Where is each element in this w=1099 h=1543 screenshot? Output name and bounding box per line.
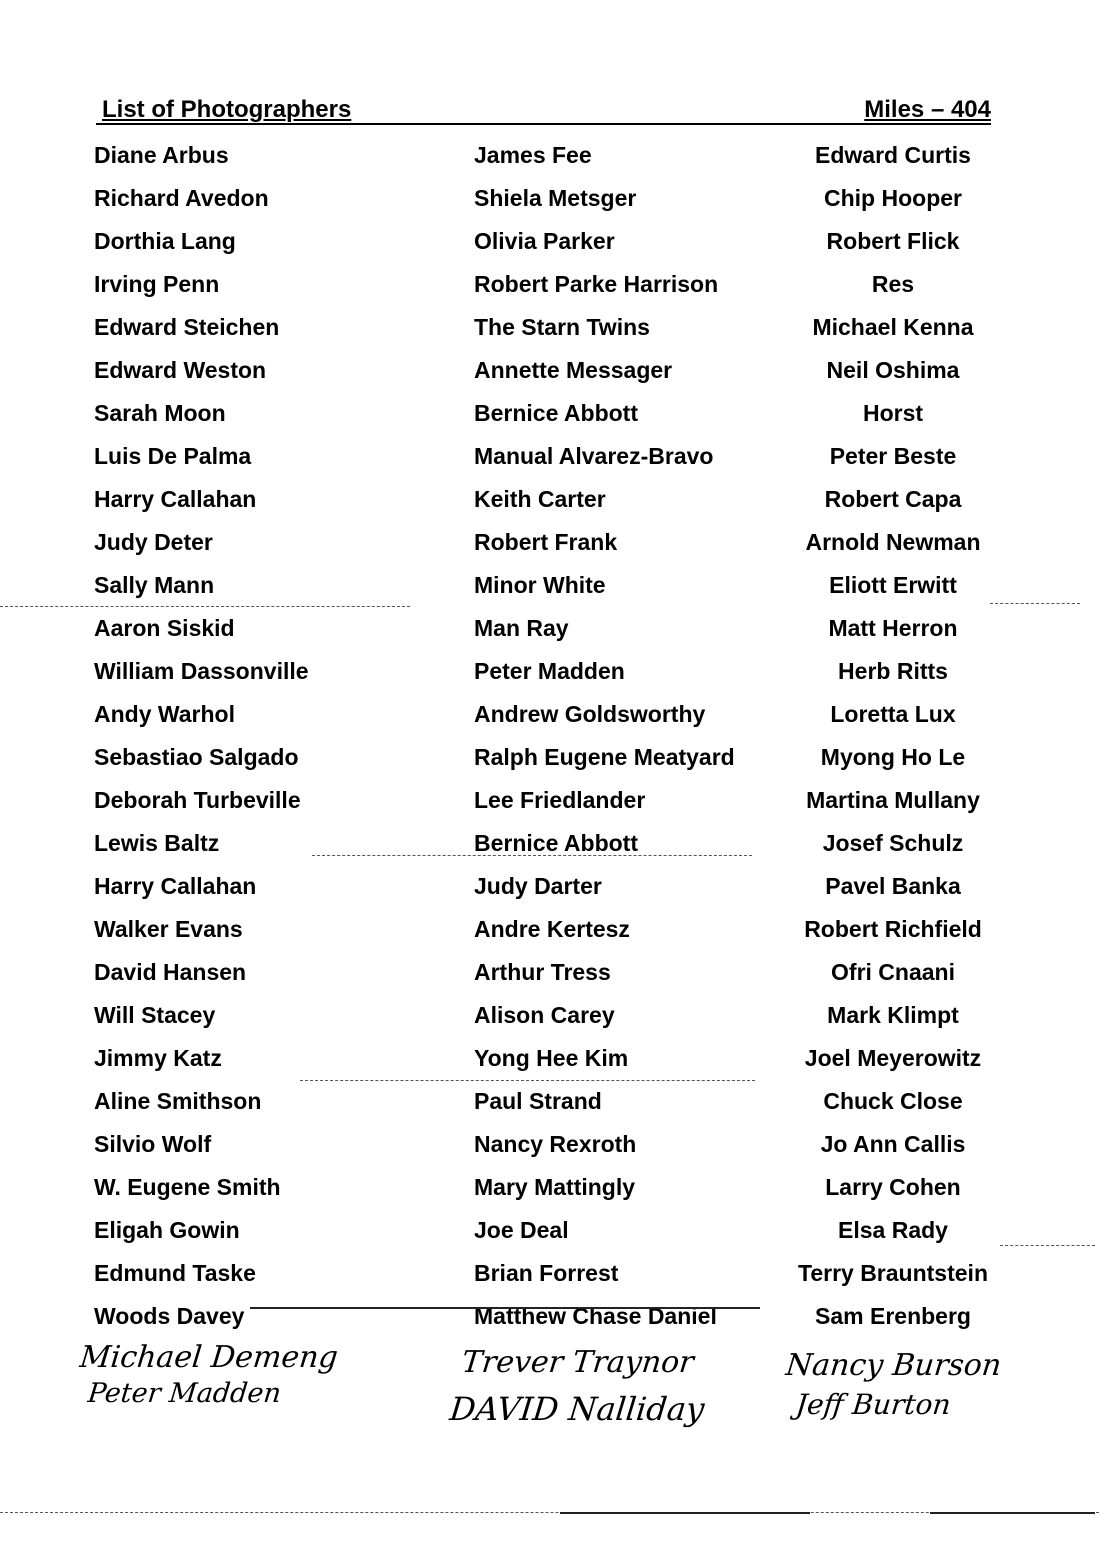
photographer-name: Jo Ann Callis bbox=[820, 1131, 966, 1157]
scan-artifact-line bbox=[560, 1512, 810, 1514]
photographer-name: Chip Hooper bbox=[824, 185, 962, 211]
photographer-name: Sebastiao Salgado bbox=[94, 744, 299, 770]
photographer-name: Robert Frank bbox=[474, 529, 618, 555]
photographer-name: Matt Herron bbox=[828, 615, 958, 641]
photographer-name: Sarah Moon bbox=[94, 400, 226, 426]
photographer-name: Elsa Rady bbox=[838, 1217, 948, 1243]
photographer-name: Will Stacey bbox=[94, 1002, 216, 1028]
photographer-name: Edward Weston bbox=[94, 357, 267, 383]
photographer-name: Woods Davey bbox=[94, 1303, 245, 1329]
photographer-name: Lewis Baltz bbox=[94, 830, 220, 856]
photographer-name: Matthew Chase Daniel bbox=[474, 1303, 717, 1329]
photographer-name: Edward Steichen bbox=[94, 314, 280, 340]
photographer-name: Edward Curtis bbox=[815, 142, 971, 168]
photographer-name: Chuck Close bbox=[823, 1088, 963, 1114]
photographer-name: Silvio Wolf bbox=[94, 1131, 212, 1157]
photographer-name: Minor White bbox=[474, 572, 606, 598]
photographer-name: Pavel Banka bbox=[825, 873, 961, 899]
photographer-name: The Starn Twins bbox=[474, 314, 650, 340]
photographer-name: Neil Oshima bbox=[826, 357, 960, 383]
photographer-name: Ofri Cnaani bbox=[831, 959, 955, 985]
handwritten-name: Michael Demeng bbox=[78, 1340, 340, 1375]
photographer-name: Judy Deter bbox=[94, 529, 213, 555]
page-header bbox=[96, 96, 991, 126]
photographer-name: Mary Mattingly bbox=[474, 1174, 636, 1200]
photographer-name: Jimmy Katz bbox=[94, 1045, 222, 1071]
photographer-name: Martina Mullany bbox=[806, 787, 980, 813]
photographer-name: William Dassonville bbox=[94, 658, 309, 684]
photographer-name: Olivia Parker bbox=[474, 228, 615, 254]
photographer-name: Joe Deal bbox=[474, 1217, 569, 1243]
scan-artifact-line bbox=[930, 1512, 1095, 1514]
name-column-2 bbox=[474, 140, 735, 1344]
photographer-name: Yong Hee Kim bbox=[474, 1045, 629, 1071]
photographer-name: Robert Parke Harrison bbox=[474, 271, 719, 297]
photographer-name: Robert Capa bbox=[824, 486, 962, 512]
name-column-1 bbox=[94, 140, 309, 1344]
photographer-name: Myong Ho Le bbox=[820, 744, 966, 770]
photographer-name: Richard Avedon bbox=[94, 185, 269, 211]
scan-artifact-line bbox=[990, 603, 1080, 604]
photographer-name: Loretta Lux bbox=[830, 701, 956, 727]
name-column-3 bbox=[788, 140, 998, 1344]
photographer-name: Bernice Abbott bbox=[474, 400, 638, 426]
photographer-name: Aline Smithson bbox=[94, 1088, 262, 1114]
photographer-name: Bernice Abbott bbox=[474, 830, 638, 856]
handwritten-name: Peter Madden bbox=[86, 1378, 283, 1409]
photographer-name: Andrew Goldsworthy bbox=[474, 701, 706, 727]
photographer-name: Harry Callahan bbox=[94, 486, 257, 512]
photographer-name: Harry Callahan bbox=[94, 873, 257, 899]
photographer-name: Robert Richfield bbox=[804, 916, 982, 942]
handwritten-name: Nancy Burson bbox=[784, 1348, 1004, 1383]
scan-artifact-line bbox=[250, 1307, 760, 1309]
photographer-name: Sam Erenberg bbox=[815, 1303, 971, 1329]
photographer-name: Arnold Newman bbox=[805, 529, 981, 555]
photographer-name: Eligah Gowin bbox=[94, 1217, 240, 1243]
photographer-name: Nancy Rexroth bbox=[474, 1131, 637, 1157]
photographer-name: Res bbox=[871, 271, 915, 297]
photographer-name: Aaron Siskid bbox=[94, 615, 235, 641]
photographer-name: Manual Alvarez-Bravo bbox=[474, 443, 714, 469]
handwritten-name: Trever Traynor bbox=[460, 1345, 696, 1380]
photographer-name: Walker Evans bbox=[94, 916, 243, 942]
photographer-name: Terry Brauntstein bbox=[797, 1260, 988, 1286]
scan-artifact-line bbox=[300, 1080, 755, 1081]
photographer-name: Peter Beste bbox=[829, 443, 957, 469]
photographer-name: Horst bbox=[862, 400, 924, 426]
photographer-name: Larry Cohen bbox=[825, 1174, 961, 1200]
photographer-name: Diane Arbus bbox=[94, 142, 229, 168]
photographer-name: Arthur Tress bbox=[474, 959, 611, 985]
photographer-name: Annette Messager bbox=[474, 357, 673, 383]
photographer-name: Peter Madden bbox=[474, 658, 625, 684]
page-title: List of Photographers bbox=[102, 96, 352, 123]
handwritten-name: DAVID Nalliday bbox=[448, 1390, 707, 1428]
photographer-name: Keith Carter bbox=[474, 486, 606, 512]
photographer-name: Josef Schulz bbox=[822, 830, 964, 856]
course-label: Miles – 404 bbox=[864, 96, 991, 123]
photographer-name: Andy Warhol bbox=[94, 701, 235, 727]
photographer-name: Andre Kertesz bbox=[474, 916, 630, 942]
photographer-name: Deborah Turbeville bbox=[94, 787, 301, 813]
photographer-name: Robert Flick bbox=[826, 228, 960, 254]
photographer-name: Edmund Taske bbox=[94, 1260, 256, 1286]
photographer-name: Irving Penn bbox=[94, 271, 220, 297]
scan-artifact-line bbox=[312, 855, 752, 856]
photographer-name: Shiela Metsger bbox=[474, 185, 637, 211]
photographer-name: Joel Meyerowitz bbox=[804, 1045, 982, 1071]
scan-artifact-line bbox=[1000, 1245, 1095, 1246]
photographer-name: Ralph Eugene Meatyard bbox=[474, 744, 735, 770]
photographer-name: Alison Carey bbox=[474, 1002, 615, 1028]
photographer-name: Sally Mann bbox=[94, 572, 215, 598]
handwritten-name: Jeff Burton bbox=[794, 1388, 953, 1421]
photographer-name: Brian Forrest bbox=[474, 1260, 619, 1286]
photographer-name: David Hansen bbox=[94, 959, 247, 985]
photographer-name: Herb Ritts bbox=[838, 658, 948, 684]
photographer-name: Judy Darter bbox=[474, 873, 602, 899]
photographer-name: Michael Kenna bbox=[812, 314, 974, 340]
photographer-name: Mark Klimpt bbox=[827, 1002, 959, 1028]
photographer-name: James Fee bbox=[474, 142, 592, 168]
photographer-name: Man Ray bbox=[474, 615, 569, 641]
photographer-name: Lee Friedlander bbox=[474, 787, 646, 813]
photographer-name: Paul Strand bbox=[474, 1088, 602, 1114]
scan-artifact-line bbox=[0, 606, 410, 607]
photographer-name: Dorthia Lang bbox=[94, 228, 236, 254]
photographer-name: Eliott Erwitt bbox=[829, 572, 957, 598]
photographer-name: W. Eugene Smith bbox=[94, 1174, 281, 1200]
photographer-name: Luis De Palma bbox=[94, 443, 252, 469]
